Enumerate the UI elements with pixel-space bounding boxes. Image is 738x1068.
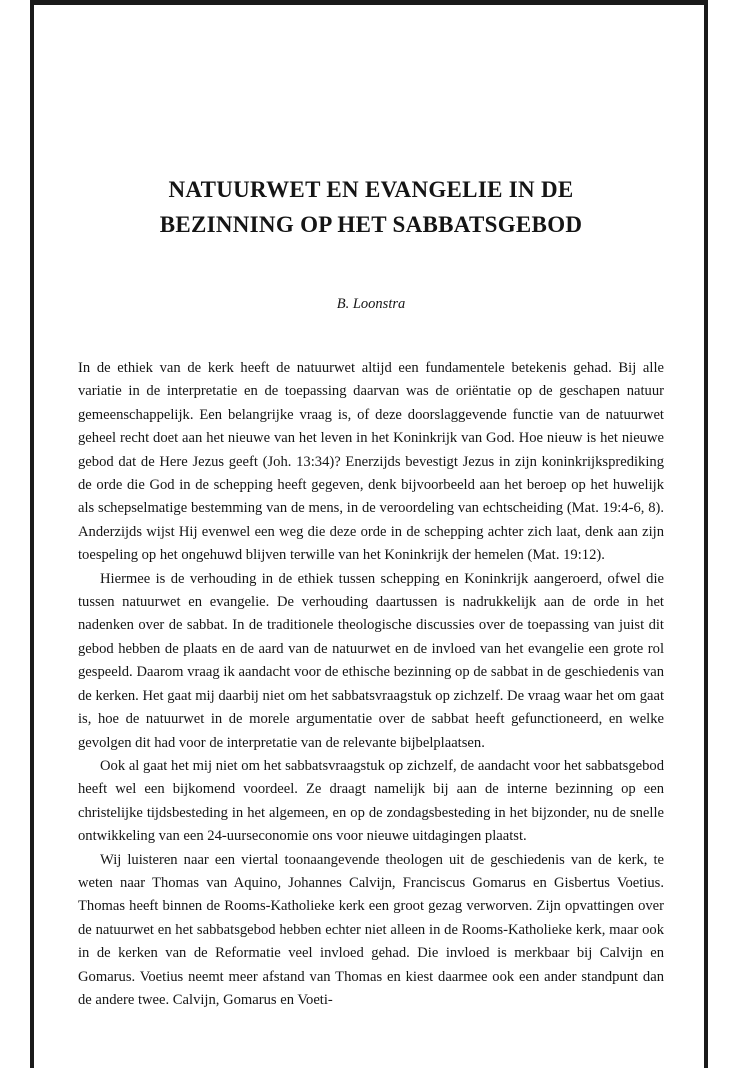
article-author: B. Loonstra <box>336 296 406 312</box>
article-body <box>78 357 664 1012</box>
body-paragraph-1: In de ethiek van de kerk heeft de natuurwet altijd een fundamentele betekenis gehad. Bij alle variatie in de interpretatie en de toepassing daarvan was de oriëntatie op de geschapen natuur gemeenschappelijk. Een belangrijke vraag is, of deze doorslaggevende functie van de natuurwet geheel recht doet aan het nieuwe van het leven in het Koninkrijk van God. Hoe nieuw is het nieuwe gebod dat de Here Jezus geeft (Joh. 13:34)? Enerzijds bevestigt Jezus in zijn koninkrijksprediking de orde die God in de schepping heeft gegeven, denk bijvoorbeeld aan het beroep op het huwelijk als schepselmatige bestemming van de mens, in de veroordeling van echtscheiding (Mat. 19:4-6, 8). Anderzijds wijst Hij evenwel een weg die deze orde in de schepping achter zich laat, denk aan zijn toespeling op het ongehuwd blijven terwille van het Koninkrijk der hemelen (Mat. 19:12). <box>78 360 664 564</box>
document-page <box>78 0 664 1068</box>
body-paragraph-2: Hiermee is de verhouding in de ethiek tussen schepping en Koninkrijk aangeroerd, ofwel die tussen natuurwet en evangelie. De verhouding daartussen is nadrukkelijk aan de orde in het nadenken over de sabbat. In de traditionele theologische discussies over de toepassing van juist dit gebod hebben de plaats en de aard van de natuurwet en de invloed van het evangelie een grote rol gespeeld. Daarom vraag ik aandacht voor de ethische bezinning op de sabbat in de geschiedenis van de kerken. Het gaat mij daarbij niet om het sabbatsvraagstuk op zichzelf. De vraag waar het om gaat is, hoe de natuurwet in de morele argumentatie over de sabbat heeft gefunctioneerd, en welke gevolgen dit had voor de interpretatie van de relevante bijbelplaatsen. <box>78 570 664 751</box>
scan-border-right <box>704 0 708 1068</box>
article-title-line-2: BEZINNING OP HET SABBATSGEBOD <box>159 212 583 237</box>
article-title <box>78 172 664 242</box>
body-paragraph-3: Ook al gaat het mij niet om het sabbatsvraagstuk op zichzelf, de aandacht voor het sabbatsgebod heeft wel een bijkomend voordeel. Ze draagt namelijk bij aan de interne bezinning op een christelijke tijdsbesteding in het algemeen, en op de zondagsbesteding in het bijzonder, nu de snelle ontwikkeling van een 24-uurseconomie ons voor nieuwe uitdagingen plaatst. <box>78 757 664 845</box>
article-title-line-1: NATUURWET EN EVANGELIE IN DE <box>168 177 574 202</box>
scan-border-left <box>30 0 34 1068</box>
body-paragraph-4: Wij luisteren naar een viertal toonaangevende theologen uit de geschiedenis van de kerk, te weten naar Thomas van Aquino, Johannes Calvijn, Franciscus Gomarus en Gisbertus Voetius. Thomas heeft binnen de Rooms-Katholieke kerk een groot gezag verworven. Zijn opvattingen over de natuurwet en het sabbatsgebod hebben echter niet alleen in de Rooms-Katholieke kerk, maar ook in de kerken van de Reformatie veel invloed gehad. Die invloed is merkbaar bij Calvijn en Gomarus. Voetius neemt meer afstand van Thomas en kiest daarmee ook een ander standpunt dan de andere twee. Calvijn, Gomarus en Voeti- <box>78 851 664 1008</box>
